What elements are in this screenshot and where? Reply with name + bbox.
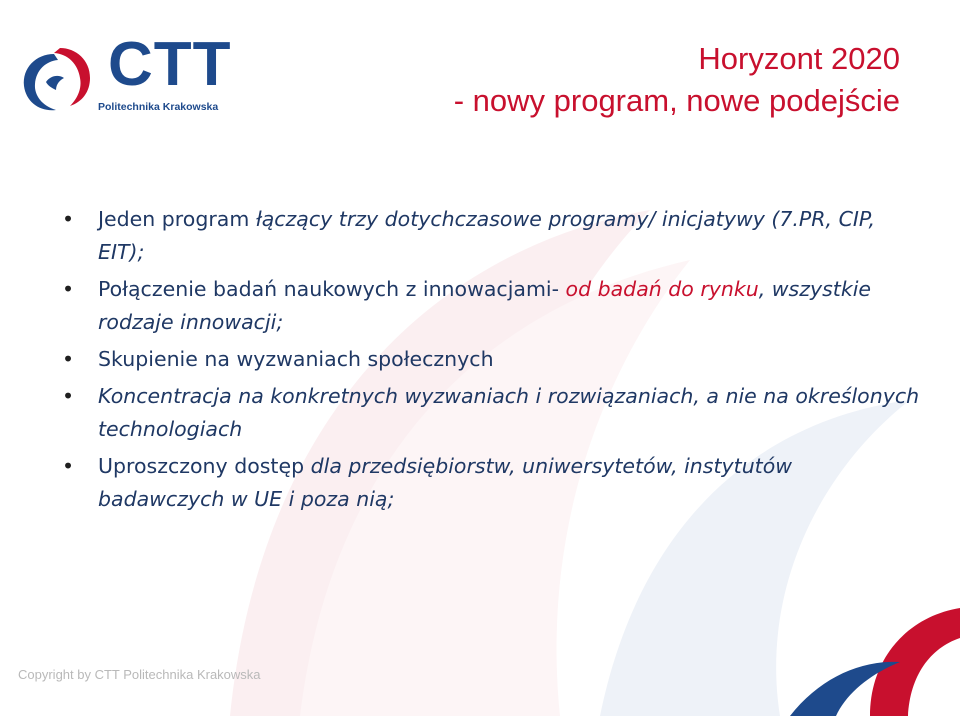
bullet-text: Skupienie na wyzwaniach społecznych	[98, 347, 494, 371]
corner-swirl-icon	[720, 586, 960, 716]
bullet-item	[60, 450, 920, 516]
bullet-item	[60, 203, 920, 269]
title-line-2: - nowy program, nowe podejście	[453, 83, 900, 118]
ctt-swirl-icon	[16, 40, 100, 120]
bullet-text-italic: , wszystkie rodzaje innowacji;	[98, 277, 872, 334]
title-line-1: Horyzont 2020	[698, 41, 900, 76]
copyright-text: Copyright by CTT Politechnika Krakowska	[18, 667, 261, 682]
logo-subtitle: Politechnika Krakowska	[98, 101, 219, 113]
bullet-list	[60, 203, 920, 520]
bullet-text: Uproszczony dostęp	[98, 454, 311, 478]
bullet-text-italic: Koncentracja na konkretnych wyzwaniach i rozwiązaniach, a nie na określonych technologiach	[98, 384, 920, 441]
slide-title	[454, 38, 900, 122]
ctt-logo	[16, 30, 232, 120]
bullet-text: Jeden program	[98, 207, 256, 231]
bullet-text-italic: dla przedsiębiorstw, uniwersytetów, instytutów badawczych w UE i poza nią;	[98, 454, 793, 511]
bullet-item	[60, 343, 920, 376]
bullet-text-italic: łączący trzy dotychczasowe programy/ inicjatywy (7.PR, CIP, EIT);	[98, 207, 875, 264]
bullet-text: Połączenie badań naukowych z innowacjami-	[98, 277, 566, 301]
bullet-text-highlight: od badań do rynku	[565, 277, 759, 301]
bullet-item	[60, 380, 920, 446]
bullet-item	[60, 273, 920, 339]
logo-wordmark: CTT	[108, 30, 232, 99]
